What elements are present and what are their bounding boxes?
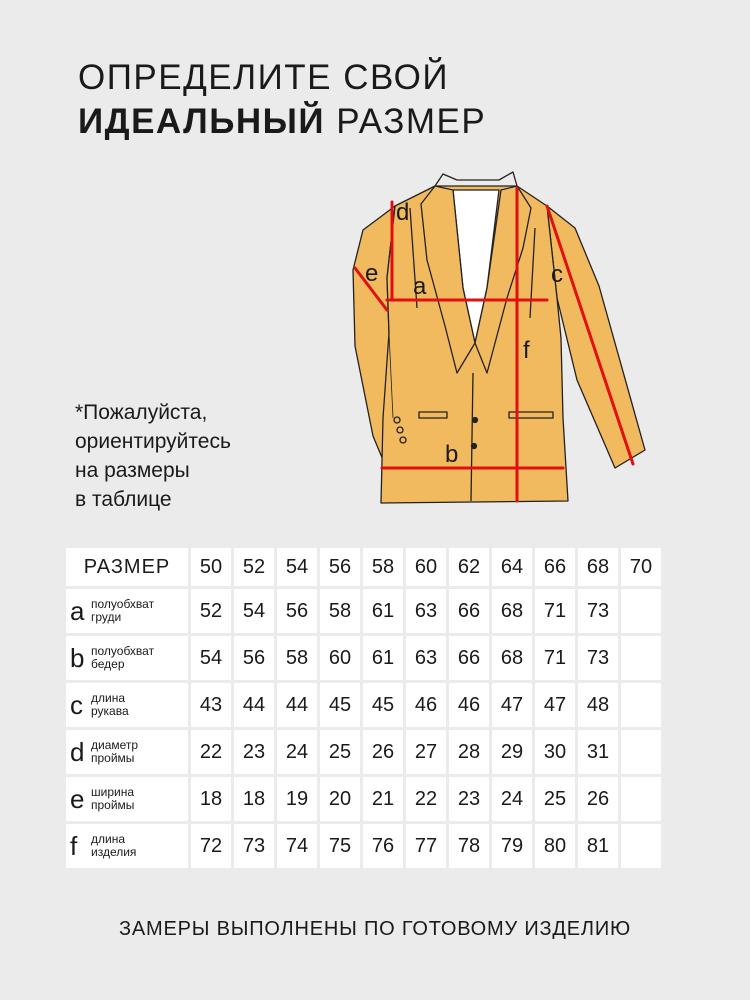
title-bold-word: ИДЕАЛЬНЫЙ bbox=[78, 102, 326, 141]
value-cell: 45 bbox=[363, 683, 403, 727]
value-cell: 71 bbox=[535, 589, 575, 633]
value-cell: 28 bbox=[449, 730, 489, 774]
value-cell: 61 bbox=[363, 589, 403, 633]
front-button-1 bbox=[473, 418, 478, 423]
value-cell: 61 bbox=[363, 636, 403, 680]
value-cell: 71 bbox=[535, 636, 575, 680]
value-cell: 27 bbox=[406, 730, 446, 774]
value-cell: 78 bbox=[449, 824, 489, 868]
value-cell: 63 bbox=[406, 636, 446, 680]
size-header-cell: 64 bbox=[492, 548, 532, 586]
value-cell: 68 bbox=[492, 636, 532, 680]
size-header-row bbox=[66, 548, 661, 586]
table-row bbox=[66, 730, 661, 774]
size-header-cell: 56 bbox=[320, 548, 360, 586]
value-cell: 31 bbox=[578, 730, 618, 774]
value-cell: 58 bbox=[320, 589, 360, 633]
value-cell: 66 bbox=[449, 636, 489, 680]
left-pocket bbox=[419, 412, 447, 418]
value-cell: 60 bbox=[320, 636, 360, 680]
note-line: на размеры bbox=[75, 459, 190, 482]
row-label-cell bbox=[66, 589, 188, 633]
value-cell: 58 bbox=[277, 636, 317, 680]
size-header-cell: 52 bbox=[234, 548, 274, 586]
row-description: длина изделия bbox=[91, 832, 137, 859]
size-header-cell: 66 bbox=[535, 548, 575, 586]
page-title bbox=[78, 56, 486, 144]
value-cell: 23 bbox=[234, 730, 274, 774]
size-header-cell: 70 bbox=[621, 548, 661, 586]
value-cell: 74 bbox=[277, 824, 317, 868]
value-cell: 26 bbox=[363, 730, 403, 774]
value-cell: 75 bbox=[320, 824, 360, 868]
label-c: c bbox=[551, 261, 563, 288]
collar bbox=[435, 172, 517, 186]
size-table bbox=[63, 545, 664, 871]
value-cell: 44 bbox=[277, 683, 317, 727]
row-label-cell bbox=[66, 824, 188, 868]
value-cell: 76 bbox=[363, 824, 403, 868]
size-header-cell: 62 bbox=[449, 548, 489, 586]
row-letter: d bbox=[70, 737, 85, 767]
size-header-cell: 54 bbox=[277, 548, 317, 586]
value-cell: 22 bbox=[191, 730, 231, 774]
value-cell: 30 bbox=[535, 730, 575, 774]
row-label-cell bbox=[66, 730, 188, 774]
value-cell: 26 bbox=[578, 777, 618, 821]
row-description: ширина проймы bbox=[91, 785, 135, 812]
row-label-cell bbox=[66, 777, 188, 821]
size-header-cell: 58 bbox=[363, 548, 403, 586]
label-e: e bbox=[365, 260, 379, 287]
row-letter: b bbox=[70, 643, 85, 673]
size-header-cell: 68 bbox=[578, 548, 618, 586]
value-cell: 79 bbox=[492, 824, 532, 868]
size-header-label: РАЗМЕР bbox=[66, 548, 188, 586]
value-cell: 20 bbox=[320, 777, 360, 821]
value-cell: 22 bbox=[406, 777, 446, 821]
row-letter: c bbox=[70, 690, 83, 720]
value-cell bbox=[621, 589, 661, 633]
value-cell: 73 bbox=[234, 824, 274, 868]
value-cell: 63 bbox=[406, 589, 446, 633]
value-cell: 18 bbox=[191, 777, 231, 821]
value-cell: 46 bbox=[406, 683, 446, 727]
value-cell: 47 bbox=[492, 683, 532, 727]
table-row bbox=[66, 589, 661, 633]
value-cell: 54 bbox=[234, 589, 274, 633]
value-cell: 45 bbox=[320, 683, 360, 727]
label-d: d bbox=[396, 199, 410, 226]
value-cell: 77 bbox=[406, 824, 446, 868]
label-a: a bbox=[413, 273, 427, 300]
row-description: длина рукава bbox=[91, 691, 129, 718]
value-cell: 48 bbox=[578, 683, 618, 727]
title-line-1: ОПРЕДЕЛИТЕ СВОЙ bbox=[78, 58, 450, 97]
value-cell: 18 bbox=[234, 777, 274, 821]
row-description: полуобхват бедер bbox=[91, 644, 155, 671]
cuff-button-3 bbox=[400, 437, 406, 443]
table-row bbox=[66, 824, 661, 868]
value-cell bbox=[621, 683, 661, 727]
value-cell: 19 bbox=[277, 777, 317, 821]
row-description: полуобхват груди bbox=[91, 597, 155, 624]
table-row bbox=[66, 777, 661, 821]
value-cell: 24 bbox=[277, 730, 317, 774]
size-note bbox=[75, 398, 231, 514]
size-header-cell: 50 bbox=[191, 548, 231, 586]
size-header-cell: 60 bbox=[406, 548, 446, 586]
value-cell: 52 bbox=[191, 589, 231, 633]
value-cell: 73 bbox=[578, 589, 618, 633]
row-description: диаметр проймы bbox=[91, 738, 139, 765]
value-cell: 47 bbox=[535, 683, 575, 727]
table-row bbox=[66, 636, 661, 680]
row-label-cell bbox=[66, 683, 188, 727]
value-cell bbox=[621, 777, 661, 821]
label-b: b bbox=[445, 441, 459, 468]
note-line: *Пожалуйста, bbox=[75, 401, 208, 424]
value-cell: 43 bbox=[191, 683, 231, 727]
jacket-diagram bbox=[335, 168, 665, 508]
value-cell: 81 bbox=[578, 824, 618, 868]
value-cell: 25 bbox=[535, 777, 575, 821]
note-line: ориентируйтесь bbox=[75, 430, 231, 453]
cuff-button-2 bbox=[397, 427, 403, 433]
row-letter: a bbox=[70, 596, 85, 626]
value-cell bbox=[621, 636, 661, 680]
footer-note: ЗАМЕРЫ ВЫПОЛНЕНЫ ПО ГОТОВОМУ ИЗДЕЛИЮ bbox=[118, 918, 631, 940]
value-cell: 56 bbox=[277, 589, 317, 633]
title-line-2 bbox=[78, 100, 486, 144]
label-f: f bbox=[523, 337, 530, 364]
value-cell: 80 bbox=[535, 824, 575, 868]
value-cell: 68 bbox=[492, 589, 532, 633]
title-rest: РАЗМЕР bbox=[336, 102, 487, 141]
table-row bbox=[66, 683, 661, 727]
row-letter: e bbox=[70, 784, 85, 814]
row-letter: f bbox=[70, 831, 78, 861]
value-cell: 25 bbox=[320, 730, 360, 774]
note-line: в таблице bbox=[75, 488, 172, 511]
value-cell bbox=[621, 730, 661, 774]
value-cell bbox=[621, 824, 661, 868]
value-cell: 29 bbox=[492, 730, 532, 774]
value-cell: 46 bbox=[449, 683, 489, 727]
value-cell: 72 bbox=[191, 824, 231, 868]
value-cell: 44 bbox=[234, 683, 274, 727]
value-cell: 73 bbox=[578, 636, 618, 680]
front-button-2 bbox=[472, 444, 477, 449]
value-cell: 24 bbox=[492, 777, 532, 821]
cuff-button-1 bbox=[394, 417, 400, 423]
value-cell: 66 bbox=[449, 589, 489, 633]
value-cell: 23 bbox=[449, 777, 489, 821]
value-cell: 56 bbox=[234, 636, 274, 680]
value-cell: 54 bbox=[191, 636, 231, 680]
value-cell: 21 bbox=[363, 777, 403, 821]
row-label-cell bbox=[66, 636, 188, 680]
